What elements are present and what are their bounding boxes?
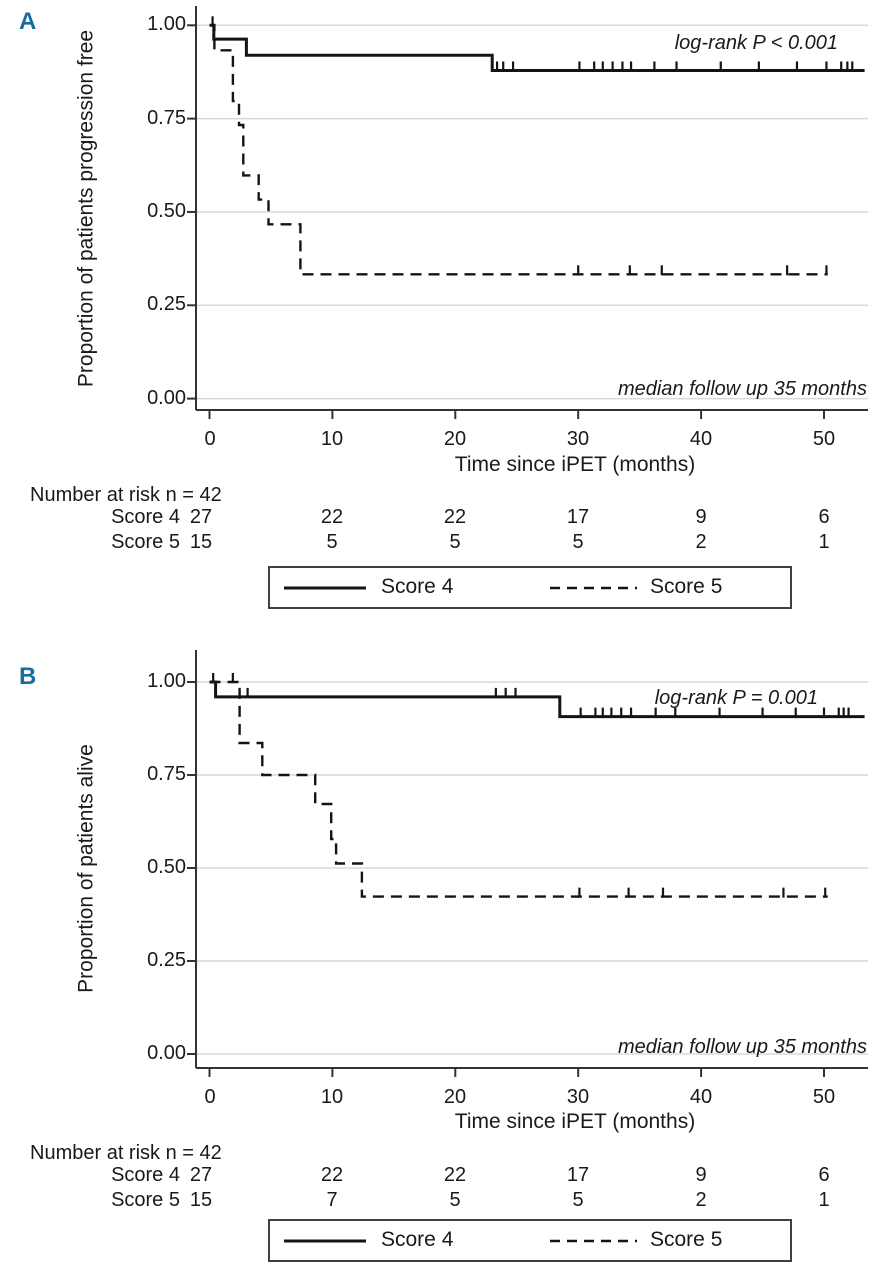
panel-b-xtick-20: 20	[443, 1086, 467, 1108]
at-risk-value: 6	[818, 506, 830, 528]
at-risk-value: 22	[443, 506, 467, 528]
panel-b-logrank-annotation: log-rank P = 0.001	[654, 687, 818, 709]
at-risk-value: 5	[572, 531, 584, 553]
at-risk-value: 5	[449, 531, 461, 553]
at-risk-value: 15	[189, 531, 213, 553]
at-risk-value: 7	[326, 1189, 338, 1211]
panel-b-x-axis-title: Time since iPET (months)	[454, 1110, 696, 1133]
km-curve-score-5	[210, 682, 828, 897]
at-risk-value: 22	[320, 1164, 344, 1186]
panel-b-at-risk-header: Number at risk n = 42	[30, 1142, 222, 1164]
panel-b-xtick-50: 50	[812, 1086, 836, 1108]
at-risk-value: 22	[320, 506, 344, 528]
panel-a-legend-score4-label: Score 4	[381, 575, 454, 598]
panel-a-label: A	[19, 8, 37, 35]
panel-b-label: B	[19, 663, 37, 690]
panel-a-ytick-025: 0.25	[147, 293, 186, 315]
at-risk-value: 22	[443, 1164, 467, 1186]
panel-b-xtick-30: 30	[566, 1086, 590, 1108]
at-risk-value: 17	[566, 506, 590, 528]
at-risk-value: 5	[572, 1189, 584, 1211]
at-risk-value: 5	[326, 531, 338, 553]
panel-a-at-risk-row1-label: Score 4	[111, 506, 180, 528]
at-risk-value: 6	[818, 1164, 830, 1186]
panel-b-ytick-075: 0.75	[147, 763, 186, 785]
panel-b-median-followup-annotation: median follow up 35 months	[617, 1036, 867, 1058]
at-risk-value: 17	[566, 1164, 590, 1186]
panel-b-ytick-100: 1.00	[147, 670, 186, 692]
at-risk-value: 27	[189, 506, 213, 528]
at-risk-value: 1	[818, 531, 830, 553]
at-risk-value: 15	[189, 1189, 213, 1211]
panel-a-x-axis-title: Time since iPET (months)	[454, 453, 696, 476]
panel-a-at-risk-header: Number at risk n = 42	[30, 484, 222, 506]
panel-a-xtick-40: 40	[689, 428, 713, 450]
panel-a-xtick-30: 30	[566, 428, 590, 450]
panel-b-legend-score5-label: Score 5	[650, 1228, 723, 1251]
panel-b-ytick-050: 0.50	[147, 856, 186, 878]
panel-b-xtick-10: 10	[320, 1086, 344, 1108]
panel-a-legend-score5-label: Score 5	[650, 575, 723, 598]
panel-a-ytick-000: 0.00	[147, 387, 186, 409]
panel-a-at-risk-row2-label: Score 5	[111, 531, 180, 553]
at-risk-value: 9	[695, 506, 707, 528]
at-risk-value: 2	[695, 531, 707, 553]
panel-b-y-axis-title: Proportion of patients alive	[74, 744, 98, 993]
at-risk-value: 1	[818, 1189, 830, 1211]
panel-a-median-followup-annotation: median follow up 35 months	[617, 378, 867, 400]
panel-b-xtick-0: 0	[204, 1086, 216, 1108]
panel-b-ytick-025: 0.25	[147, 949, 186, 971]
panel-a-ytick-100: 1.00	[147, 13, 186, 35]
panel-a-y-axis-title: Proportion of patients progression free	[74, 29, 98, 388]
at-risk-value: 27	[189, 1164, 213, 1186]
panel-b-legend-score4-label: Score 4	[381, 1228, 454, 1251]
panel-b-at-risk-row1-label: Score 4	[111, 1164, 180, 1186]
at-risk-value: 5	[449, 1189, 461, 1211]
panel-b-ytick-000: 0.00	[147, 1042, 186, 1064]
panel-a-logrank-annotation: log-rank P < 0.001	[674, 32, 838, 54]
panel-a-ytick-050: 0.50	[147, 200, 186, 222]
panel-b-xtick-40: 40	[689, 1086, 713, 1108]
km-curve-score-5	[210, 25, 828, 274]
panel-a-ytick-075: 0.75	[147, 107, 186, 129]
at-risk-value: 9	[695, 1164, 707, 1186]
panel-b-at-risk-row2-label: Score 5	[111, 1189, 180, 1211]
panel-a-xtick-10: 10	[320, 428, 344, 450]
at-risk-value: 2	[695, 1189, 707, 1211]
panel-a-xtick-0: 0	[204, 428, 216, 450]
panel-a-xtick-20: 20	[443, 428, 467, 450]
panel-a-xtick-50: 50	[812, 428, 836, 450]
